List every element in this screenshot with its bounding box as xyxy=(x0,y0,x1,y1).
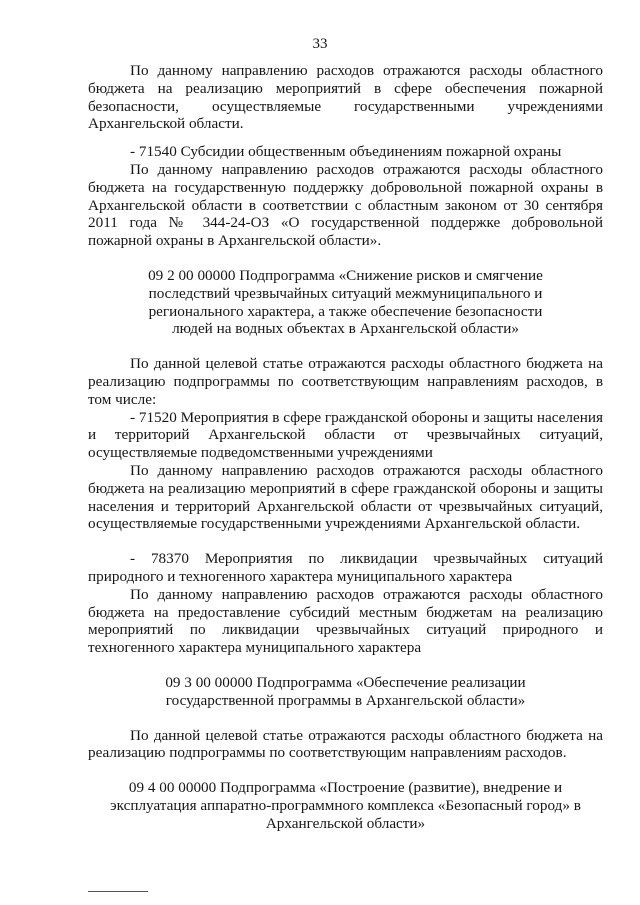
paragraph-09-2-intro: По данной целевой статье отражаются расходы областного бюджета на реализацию подпрограммы по соответствующим направлениям расходов, в том числе: xyxy=(88,355,603,408)
subprogram-09-2-title: 09 2 00 00000 Подпрограмма «Снижение рисков и смягчение последствий чрезвычайных ситуаций межмуниципального и регионального характера, а также обеспечение безопасности людей на водных объектах в Архангельской области» xyxy=(148,266,543,338)
item-71540-heading: - 71540 Субсидии общественным объединениям пожарной охраны xyxy=(130,143,562,161)
subprogram-09-3-title: 09 3 00 00000 Подпрограмма «Обеспечение реализации государственной программы в Архангельской области» xyxy=(165,673,526,709)
footnote-rule xyxy=(88,891,148,892)
item-78370-heading: - 78370 Мероприятия по ликвидации чрезвычайных ситуаций природного и техногенного характера муниципального характера xyxy=(88,550,603,585)
item-71520-heading: - 71520 Мероприятия в сфере гражданской обороны и защиты населения и территорий Архангельской области от чрезвычайных ситуаций, осуществляемые подведомственными учреждениями xyxy=(88,408,603,462)
paragraph-volunteer-fire-support: По данному направлению расходов отражаются расходы областного бюджета на государственную поддержку добровольной пожарной охраны в Архангельской области в соответствии с областным законом от 30 сентября 2011 года № 344-24-ОЗ «О государственной поддержке добровольной пожарной охраны в Архангельской области». xyxy=(88,160,603,250)
paragraph-civil-defense-expenses: По данному направлению расходов отражаются расходы областного бюджета на реализацию мероприятий в сфере гражданской обороны и защиты населения и территорий Архангельской области от чрезвычайных ситуаций, осуществляемые государственными учреждениями Архангельской области. xyxy=(88,461,603,533)
subprogram-09-4-title: 09 4 00 00000 Подпрограмма «Построение (развитие), внедрение и эксплуатация аппаратно-программного комплекса «Безопасный город» в Архангельской области» xyxy=(110,779,581,832)
paragraph-emergency-subsidies: По данному направлению расходов отражаются расходы областного бюджета на предоставление субсидий местным бюджетам на реализацию мероприятий по ликвидации чрезвычайных ситуаций природного и техногенного характера муниципального характера xyxy=(88,585,603,657)
page-number: 33 xyxy=(312,36,328,52)
document-body xyxy=(88,62,603,832)
paragraph-fire-safety-expenses: По данному направлению расходов отражаются расходы областного бюджета на реализацию мероприятий в сфере обеспечения пожарной безопасности, осуществляемые государственными учреждениями Архангельской области. xyxy=(88,62,603,133)
paragraph-09-3-intro: По данной целевой статье отражаются расходы областного бюджета на реализацию подпрограммы по соответствующим направлениям расходов. xyxy=(88,726,603,762)
